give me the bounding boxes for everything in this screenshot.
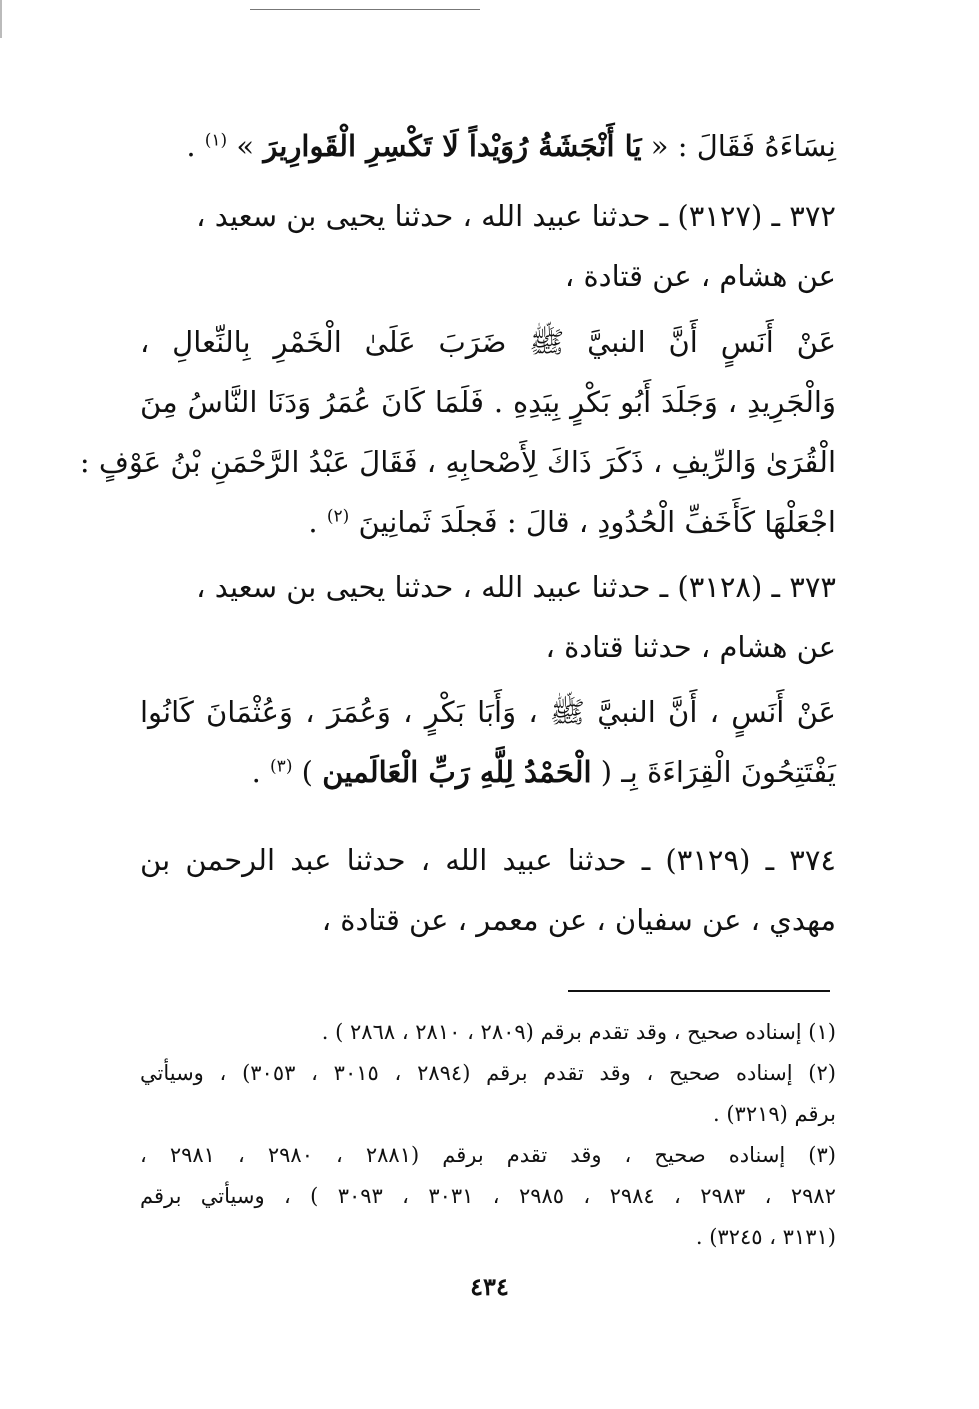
hadith-372-matn [79, 312, 836, 552]
footnote-3-line-3: (٣١٣١ ، ٣٢٤٥) . [695, 1225, 836, 1249]
footnotes [140, 1012, 836, 1258]
hadith-373-matn-line-2: يَفْتَتِحُونَ الْقِرَاءَةَ بِـ ( الْحَمْدُ لِلَّهِ رَبِّ الْعَالَمين ) $^{(٣)}$ . [251, 755, 836, 789]
hadith-374-isnad-line-1: ٣٧٤ ـ (٣١٢٩) ـ حدثنا عبيد الله ، حدثنا عبد الرحمن بن [140, 843, 837, 877]
hadith-373-isnad [140, 557, 836, 677]
footnote-2-line-1: (٢) إسناده صحيح ، وقد تقدم برقم (٢٨٩٤ ، ٣٠١٥ ، ٣٠٥٣) ، وسيأتي [140, 1061, 836, 1085]
hadith-372-isnad-line-2: عن هشام ، عن قتادة ، [564, 259, 836, 293]
hadith-373-matn-line-1: عَنْ أَنَسٍ ، أَنَّ النبيَّ ﷺ ، وَأَبَا بَكْرٍ ، وَعُمَرَ ، وَعُثْمَانَ كَانُوا [140, 695, 836, 729]
hadith-372-matn-line-3: الْقُرَىٰ وَالرِّيفِ ، ذَكَرَ ذَاكَ لِأَصْحابِهِ ، فَقَالَ عَبْدُ الرَّحْمَنِ بْنُ عَوْفٍ : [79, 445, 836, 479]
footnote-ref-2: (٢) [326, 506, 350, 527]
quoted-verse: الْحَمْدُ لِلَّهِ رَبِّ الْعَالَمين [322, 755, 592, 789]
scan-edge-mark [0, 0, 2, 38]
page-number: ٤٣٤ [470, 1272, 509, 1301]
hadith-372-matn-line-2: وَالْجَرِيدِ ، وَجَلَدَ أَبُو بَكْرٍ بِيَدِهِ . فَلَمَا كَانَ عُمَرُ وَدَنَا النَّاسُ مِنَ [140, 385, 836, 419]
footnote-ref-1: (١) [204, 130, 228, 151]
hadith-374-isnad [140, 830, 836, 950]
hadith-373-matn [140, 682, 836, 802]
top-rule [250, 9, 480, 10]
hadith-372-isnad [140, 186, 836, 306]
footnote-ref-3: (٣) [270, 756, 293, 777]
continuation-line: نِسَاءَهُ فَقَالَ : « يَا أَنْجَشَةُ رُوَيْداً لَا تَكْسِرِ الْقَوارِيرَ » $^{(١)}$ . [186, 129, 836, 163]
quoted-hadith: يَا أَنْجَشَةُ رُوَيْداً لَا تَكْسِرِ الْقَوارِيرَ [263, 129, 642, 163]
hadith-373-isnad-line-1: ٣٧٣ ـ (٣١٢٨) ـ حدثنا عبيد الله ، حدثنا يحيى بن سعيد ، [196, 570, 836, 604]
continuation-paragraph [140, 116, 836, 176]
footnote-2-line-2: برقم (٣٢١٩) . [713, 1102, 836, 1126]
hadith-374-isnad-line-2: مهدي ، عن سفيان ، عن معمر ، عن قتادة ، [321, 903, 836, 937]
hadith-372-matn-line-1: عَنْ أَنَسٍ أَنَّ النبيَّ ﷺ ضَرَبَ عَلَىٰ الْخَمْرِ بِالنِّعالِ ، [140, 325, 836, 359]
footnote-3-line-2: ٢٩٨٢ ، ٢٩٨٣ ، ٢٩٨٤ ، ٢٩٨٥ ، ٣٠٣١ ، ٣٠٩٣ ) ، وسيأتي برقم [140, 1184, 836, 1208]
footnote-3-line-1: (٣) إسناده صحيح ، وقد تقدم برقم (٢٨٨١ ، ٢٩٨٠ ، ٢٩٨١ ، [140, 1143, 836, 1167]
footnote-separator [568, 990, 830, 992]
hadith-372-matn-line-4: اجْعَلْهَا كَأَخَفِّ الْحُدُودِ ، قالَ : فَجلَدَ ثَمانِينَ $^{(٢)}$ . [308, 505, 836, 539]
hadith-372-isnad-line-1: ٣٧٢ ـ (٣١٢٧) ـ حدثنا عبيد الله ، حدثنا يحيى بن سعيد ، [196, 199, 836, 233]
footnote-1: (١) إسناده صحيح ، وقد تقدم برقم (٢٨٠٩ ، ٢٨١٠ ، ٢٨٦٨ ) . [321, 1020, 836, 1044]
hadith-373-isnad-line-2: عن هشام ، حدثنا قتادة ، [545, 630, 836, 664]
